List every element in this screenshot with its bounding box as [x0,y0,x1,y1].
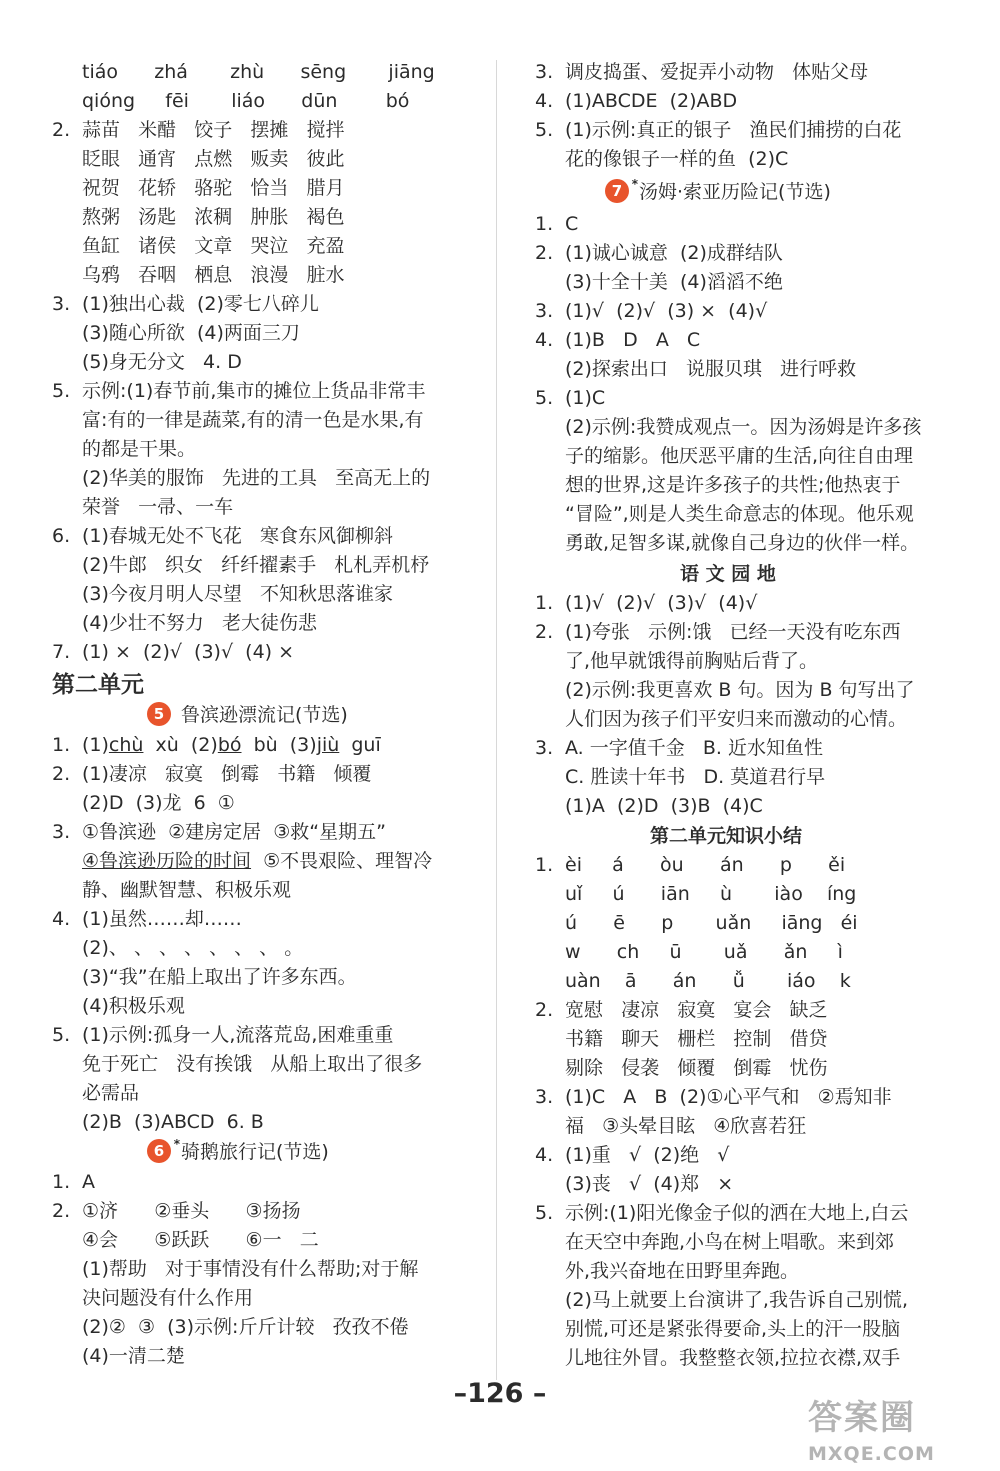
answer-line: 调皮捣蛋、爱捉弄小动物 体贴父母 [565,61,869,83]
question-number: 4. [535,90,554,112]
lesson-title: 骑鹅旅行记(节选) [181,1141,329,1163]
answer-line: (3)“我”在船上取出了许多东西。 [82,966,357,988]
answer-line: 想的世界,这是许多孩子的共性;他热衷于 [565,474,901,496]
answer-line: 人们因为孩子们平安归来而激动的心情。 [565,708,908,730]
question-number: 6. [52,525,71,547]
pinyin-row: tiáo zhá zhù sēng jiāng [82,61,435,83]
answer-line: (2)示例:我更喜欢 B 句。因为 B 句写出了 [565,679,915,701]
lesson-heading [147,701,348,730]
lesson-heading [605,178,831,207]
question-number: 1. [52,734,71,756]
question-number: 1. [535,592,554,614]
answer-line: (1)C [565,387,606,409]
answer-line: 剔除 侵袭 倾覆 倒霉 忧伤 [565,1057,828,1079]
answer-line: 鱼缸 诸侯 文章 哭泣 充盈 [82,235,345,257]
answer-line: (3)十全十美 (4)滔滔不绝 [565,271,783,293]
answer-line: 了,他早就饿得前胸贴后背了。 [565,650,819,672]
question-number: 5. [535,119,554,141]
answer-line: (1)√ (2)√ (3) × (4)√ [565,300,768,322]
answer-line: (1)C A B (2)①心平气和 ②焉知非 [565,1086,892,1108]
answer-line: (2)牛郎 织女 纤纤擢素手 札札弄机杼 [82,554,430,576]
question-number: 1. [52,1171,71,1193]
answer-line: ④会 ⑤跃跃 ⑥一 二 [82,1229,319,1251]
answer-line: (3)丧 √ (4)郑 × [565,1173,734,1195]
lesson-number-badge: 5 [147,702,171,726]
watermark-logo: 答案圈 MXQE.COM [808,1398,935,1465]
question-number: 3. [52,293,71,315]
answer-line: 福 ③头晕目眩 ④欣喜若狂 [565,1115,807,1137]
answer-line: (1)√ (2)√ (3)√ (4)√ [565,592,758,614]
question-number: 5. [52,1024,71,1046]
answer-line: (2)B (3)ABCD 6. B [82,1111,264,1133]
answer-line: 免于死亡 没有挨饿 从船上取出了很多 [82,1053,423,1075]
answer-line: 荣誉 一帚、一车 [82,496,234,518]
lesson-title: 鲁滨逊漂流记(节选) [181,704,348,726]
question-number: 7. [52,641,71,663]
answer-line: (1)A (2)D (3)B (4)C [565,795,763,817]
question-number: 2. [52,763,71,785]
question-number: 3. [535,1086,554,1108]
answer-line: (5)身无分文 4. D [82,351,242,373]
question-number: 4. [535,1144,554,1166]
question-number: 2. [52,119,71,141]
answer-line: 花的像银子一样的鱼 (2)C [565,148,789,170]
answer-line: (2)马上就要上台演讲了,我告诉自己别慌, [565,1289,908,1311]
answer-line: 示例:(1)春节前,集市的摊位上货品非常丰 [82,380,426,402]
answer-line: (1)示例:真正的银子 渔民们捕捞的白花 [565,119,902,141]
question-number: 3. [535,300,554,322]
answer-line: (1)诚心诚意 (2)成群结队 [565,242,783,264]
answer-line: (1)示例:孤身一人,流落荒岛,困难重重 [82,1024,394,1046]
answer-line: 祝贺 花轿 骆驼 恰当 腊月 [82,177,345,199]
lesson-title: 汤姆·索亚历险记(节选) [639,181,831,203]
column-divider [496,60,497,1380]
lesson-number-badge: 7 * [605,179,629,203]
answer-line: (1)独出心裁 (2)零七八碎儿 [82,293,319,315]
answer-line: 必需品 [82,1082,140,1104]
answer-line: (1)凄凉 寂寞 倒霉 书籍 倾覆 [82,763,372,785]
answer-line: 蒜苗 米醋 饺子 摆摊 搅拌 [82,119,345,141]
answer-line: 决问题没有什么作用 [82,1287,254,1309]
answer-line: (1)ABCDE (2)ABD [565,90,738,112]
answer-line: ①鲁滨逊 ②建房定居 ③救“星期五” [82,821,386,843]
answer-line: 别慌,可还是紧张得要命,头上的汗一股脑 [565,1318,901,1340]
question-number: 5. [52,380,71,402]
answer-line: (2)华美的服饰 先进的工具 至高无上的 [82,467,431,489]
answer-line: 在天空中奔跑,小鸟在树上唱歌。来到郊 [565,1231,895,1253]
answer-line: C [565,213,579,235]
question-number: 5. [535,387,554,409]
question-number: 3. [535,737,554,759]
question-number: 4. [535,329,554,351]
question-number: 1. [535,854,554,876]
section-title: 语 文 园 地 [680,563,776,585]
answer-line: (4)少壮不努力 老大徒伤悲 [82,612,318,634]
answer-line: ④鲁滨逊历险的时间 ⑤不畏艰险、理智冷 [82,850,433,872]
unit-title: 第二单元 [52,671,144,698]
answer-line: 眨眼 通宵 点燃 贩卖 彼此 [82,148,345,170]
answer-line: (2)探索出口 说服贝琪 进行呼救 [565,358,857,380]
answer-line: uàn ā án ǚ iáo k [565,970,851,992]
answer-line: (2)示例:我赞成观点一。因为汤姆是许多孩 [565,416,922,438]
answer-line: (3)随心所欲 (4)两面三刀 [82,322,300,344]
section-title: 第二单元知识小结 [650,825,803,847]
answer-line: (1) × (2)√ (3)√ (4) × [82,641,295,663]
page-number: –126 – [453,1378,547,1409]
answer-line: (1)帮助 对于事情没有什么帮助;对于解 [82,1258,419,1280]
answer-line: 乌鸦 吞咽 栖息 浪漫 脏水 [82,264,345,286]
answer-line: (4)一清二楚 [82,1345,185,1367]
answer-line: w ch ū uǎ ǎn ì [565,941,843,963]
answer-line: 子的缩影。他厌恶平庸的生活,向往自由理 [565,445,914,467]
question-number: 3. [52,821,71,843]
lesson-number-badge: 6 * [147,1139,171,1163]
answer-line: (1)B D A C [565,329,701,351]
answer-line: (4)积极乐观 [82,995,185,1017]
answer-line: (1)春城无处不飞花 寒食东风御柳斜 [82,525,394,547]
answer-line: (3)今夜月明人尽望 不知秋思落谁家 [82,583,394,605]
answer-line: (1)重 √ (2)绝 √ [565,1144,730,1166]
question-number: 3. [535,61,554,83]
answer-line: 的都是干果。 [82,438,197,460]
lesson-heading [147,1138,329,1167]
answer-line: 宽慰 凄凉 寂寞 宴会 缺乏 [565,999,828,1021]
question-number: 1. [535,213,554,235]
question-number: 2. [535,999,554,1021]
answer-line: (1)chù xù (2)bó bù (3)jiù guī [82,734,381,756]
question-number: 4. [52,908,71,930]
question-number: 2. [535,621,554,643]
answer-line: A [82,1171,95,1193]
answer-line: (2)② ③ (3)示例:斤斤计较 孜孜不倦 [82,1316,409,1338]
answer-line: 示例:(1)阳光像金子似的洒在大地上,白云 [565,1202,909,1224]
answer-line: èi á òu án p ěi [565,854,846,876]
answer-line: 富:有的一律是蔬菜,有的清一色是水果,有 [82,409,424,431]
answer-line: 勇敢,足智多谋,就像自己身边的伙伴一样。 [565,532,920,554]
answer-line: ①济 ②垂头 ③扬扬 [82,1200,301,1222]
answer-line: 熬粥 汤匙 浓稠 肿胀 褐色 [82,206,345,228]
answer-line: 外,我兴奋地在田野里奔跑。 [565,1260,800,1282]
question-number: 5. [535,1202,554,1224]
question-number: 2. [535,242,554,264]
answer-line: (2)、 、 、 、 、 、 、 。 [82,937,304,959]
pinyin-row: qióng fēi liáo dūn bó [82,90,410,112]
answer-line: 静、幽默智慧、积极乐观 [82,879,292,901]
answer-line: (1)虽然……却…… [82,908,242,930]
answer-line: uǐ ú iān ù iào íng [565,883,857,905]
answer-line: 儿地往外冒。我整整衣领,拉拉衣襟,双手 [565,1347,901,1369]
answer-line: (1)夸张 示例:饿 已经一天没有吃东西 [565,621,901,643]
answer-line: “冒险”,则是人类生命意志的体现。他乐观 [565,503,914,525]
answer-line: 书籍 聊天 栅栏 控制 借贷 [565,1028,828,1050]
answer-line: A. 一字值千金 B. 近水知鱼性 [565,737,823,759]
question-number: 2. [52,1200,71,1222]
answer-line: C. 胜读十年书 D. 莫道君行早 [565,766,826,788]
answer-line: (2)D (3)龙 6 ① [82,792,235,814]
answer-line: ú ē p uǎn iāng éi [565,912,858,934]
